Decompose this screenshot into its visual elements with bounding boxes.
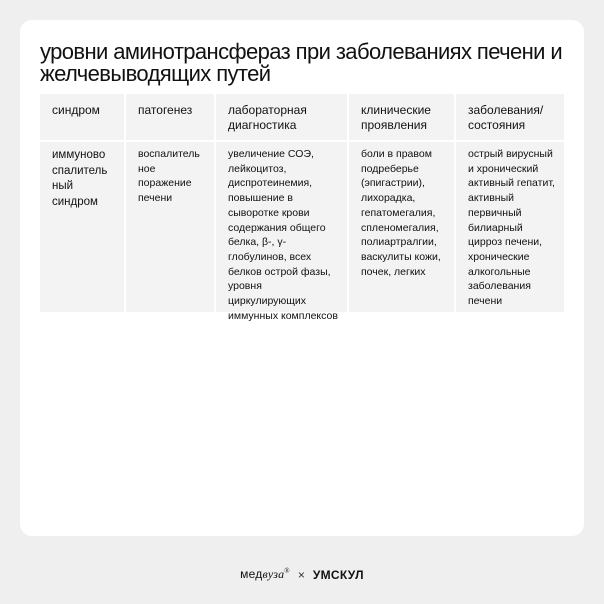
umskul-logo: УМСКУЛ (312, 567, 364, 582)
data-table (40, 94, 564, 322)
header-syndrome: синдром (40, 94, 124, 140)
cell-syndrome: иммуново спалитель ный синдром (40, 142, 124, 312)
content-card (20, 20, 584, 536)
cell-clinical: боли в правом подреберье (эпигастрии), лихорадка, гепатомегалия, спленомегалия, полиартралгии, васкулиты кожи, почек, легких (349, 142, 454, 312)
header-conditions: заболевания/ состояния (456, 94, 564, 140)
cell-pathogenesis: воспалитель ное поражение печени (126, 142, 214, 312)
table-row (40, 142, 564, 322)
page-title: уровни аминотрансфераз при заболеваниях печени и желчевыводящих путей (40, 39, 563, 86)
header-pathogenesis: патогенез (126, 94, 214, 140)
footer-logos (0, 567, 604, 582)
medvuza-logo: медвуза® (240, 567, 290, 581)
table-header-row (40, 94, 564, 140)
header-clinical: клинические проявления (349, 94, 454, 140)
header-lab-diagnostics: лабораторная диагностика (216, 94, 347, 140)
separator-cross: × (297, 567, 305, 582)
cell-conditions: острый вирусный и хронический активный гепатит, активный первичный билиарный цирроз печени, хронические алкогольные заболевания печени (456, 142, 564, 312)
cell-lab-diagnostics: увеличение СОЭ, лейкоцитоз, диспротеинемия, повышение в сыворотке крови содержания общего белка, β-, γ-глобулинов, всех белков острой фазы, уровня циркулирующих иммунных комплексов (216, 142, 347, 312)
